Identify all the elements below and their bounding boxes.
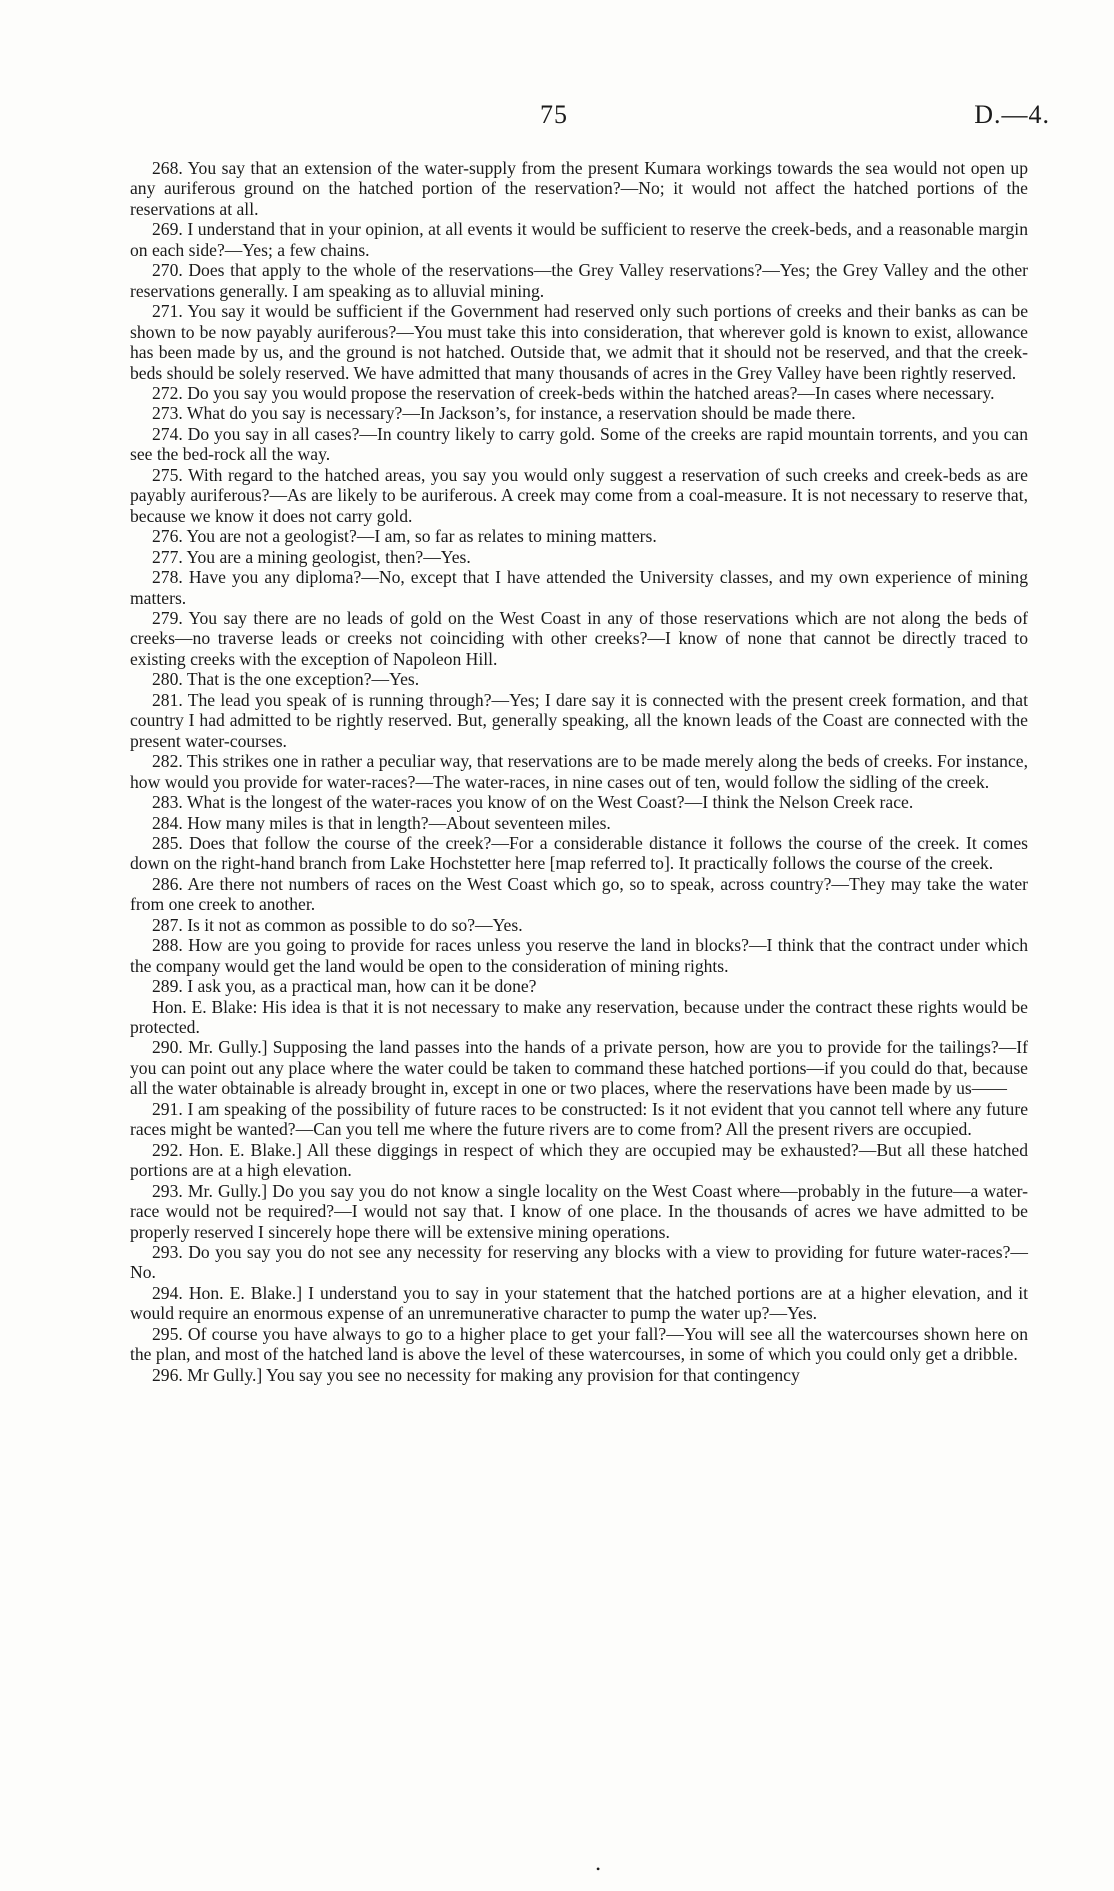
paragraph-281: 281. The lead you speak of is running through?—Yes; I dare say it is connected with the present creek formation, and that country I had admitted to be rightly reserved. But, generally speaking, all the known leads of the Coast are connected with the present water-courses. <box>130 689 1028 751</box>
paragraph-blake-remark: Hon. E. Blake: His idea is that it is not necessary to make any reservation, because under the contract these rights would be protected. <box>130 996 1028 1038</box>
paragraph-285: 285. Does that follow the course of the creek?—For a considerable distance it follows the course of the creek. It comes down on the right-hand branch from Lake Hochstetter here [map referred to]. It practically follows the course of the creek. <box>130 832 1028 874</box>
paragraph-270: 270. Does that apply to the whole of the reservations—the Grey Valley reservations?—Yes; the Grey Valley and the other reservations generally. I am speaking as to alluvial mining. <box>130 260 1028 301</box>
paragraph-277: 277. You are a mining geologist, then?—Yes. <box>152 546 471 567</box>
paragraph-296: 296. Mr Gully.] You say you see no necessity for making any provision for that contingency <box>152 1364 800 1385</box>
paragraph-274: 274. Do you say in all cases?—In country likely to carry gold. Some of the creeks are rapid mountain torrents, and you can see the bed-rock all the way. <box>130 423 1028 465</box>
paragraph-287: 287. Is it not as common as possible to do so?—Yes. <box>152 914 523 935</box>
paragraph-282: 282. This strikes one in rather a peculiar way, that reservations are to be made merely along the beds of creeks. For instance, how would you provide for water-races?—The water-races, in nine cases out of ten, would follow the sidling of the creek. <box>130 751 1028 792</box>
evidence-transcript <box>130 158 1028 1385</box>
paragraph-289: 289. I ask you, as a practical man, how can it be done? <box>152 976 537 997</box>
footer-mark: • <box>596 1862 601 1876</box>
paragraph-288: 288. How are you going to provide for races unless you reserve the land in blocks?—I think that the contract under which the company would get the land would be open to the consideration of mining rights. <box>130 935 1028 976</box>
paragraph-293a: 293. Mr. Gully.] Do you say you do not know a single locality on the West Coast where—probably in the future—a water-race would not be required?—I would not say that. I know of one place. In the thousands of acres we have admitted to be properly reserved I sincerely hope there will be extensive mining operations. <box>130 1180 1028 1242</box>
paragraph-269: 269. I understand that in your opinion, at all events it would be sufficient to reserve the creek-beds, and a reasonable margin on each side?—Yes; a few chains. <box>130 219 1028 260</box>
page-number: 75 <box>540 100 568 129</box>
paragraph-290: 290. Mr. Gully.] Supposing the land passes into the hands of a private person, how are you to provide for the tailings?—If you can point out any place where the water could be taken to command these hatched portions—if you could do that, because all the water obtainable is already brought in, except in one or two places, where the reservations have been made by us—— <box>130 1037 1028 1099</box>
paragraph-272: 272. Do you say you would propose the reservation of creek-beds within the hatched areas?—In cases where necessary. <box>152 382 995 403</box>
paragraph-283: 283. What is the longest of the water-races you know of on the West Coast?—I think the Nelson Creek race. <box>152 792 914 813</box>
page-header <box>0 100 1114 140</box>
paragraph-284: 284. How many miles is that in length?—About seventeen miles. <box>152 812 611 833</box>
paragraph-292: 292. Hon. E. Blake.] All these diggings in respect of which they are occupied may be exhausted?—But all these hatched portions are at a high elevation. <box>130 1139 1028 1181</box>
paragraph-291: 291. I am speaking of the possibility of future races to be constructed: Is it not evident that you cannot tell where any future races might be wanted?—Can you tell me where the future rivers are to come from? All the present rivers are occupied. <box>130 1098 1028 1140</box>
paragraph-271: 271. You say it would be sufficient if the Government had reserved only such portions of creeks and their banks as can be shown to be now payably auriferous?—You must take this into consideration, that wherever gold is known to exist, allowance has been made by us, and the ground is not hatched. Outside that, we admit that it should not be reserved, and that the creek-beds should be solely reserved. We have admitted that many thousands of acres in the Grey Valley have been rightly reserved. <box>130 301 1028 383</box>
paragraph-275: 275. With regard to the hatched areas, you say you would only suggest a reservation of such creeks and creek-beds as are payably auriferous?—As are likely to be auriferous. A creek may come from a coal-measure. It is not necessary to reserve that, because we know it does not carry gold. <box>130 464 1028 526</box>
document-reference: D.—4. <box>974 100 1050 129</box>
paragraph-294: 294. Hon. E. Blake.] I understand you to say in your statement that the hatched portions are at a higher elevation, and it would require an enormous expense of an unremunerative character to pump the water up?—Yes. <box>130 1282 1028 1324</box>
paragraph-279: 279. You say there are no leads of gold on the West Coast in any of those reservations which are not along the beds of creeks—no traverse leads or creeks not coinciding with other creeks?—I know of none that cannot be directly traced to existing creeks with the exception of Napoleon Hill. <box>130 607 1028 669</box>
paragraph-276: 276. You are not a geologist?—I am, so far as relates to mining matters. <box>152 526 657 547</box>
paragraph-278: 278. Have you any diploma?—No, except that I have attended the University classes, and my own experience of mining matters. <box>130 567 1028 608</box>
paragraph-273: 273. What do you say is necessary?—In Jackson’s, for instance, a reservation should be made there. <box>152 403 856 424</box>
paragraph-295: 295. Of course you have always to go to a higher place to get your fall?—You will see all the watercourses shown here on the plan, and most of the hatched land is above the level of these watercourses, in some of which you could only get a dribble. <box>130 1323 1028 1365</box>
paragraph-268: 268. You say that an extension of the water-supply from the present Kumara workings towards the sea would not open up any auriferous ground on the hatched portion of the reservation?—No; it would not affect the hatched portions of the reservations at all. <box>130 158 1028 219</box>
paragraph-286: 286. Are there not numbers of races on the West Coast which go, so to speak, across country?—They may take the water from one creek to another. <box>130 873 1028 915</box>
paragraph-293b: 293. Do you say you do not see any necessity for reserving any blocks with a view to providing for future water-races?—No. <box>130 1242 1028 1283</box>
paragraph-280: 280. That is the one exception?—Yes. <box>152 669 420 690</box>
